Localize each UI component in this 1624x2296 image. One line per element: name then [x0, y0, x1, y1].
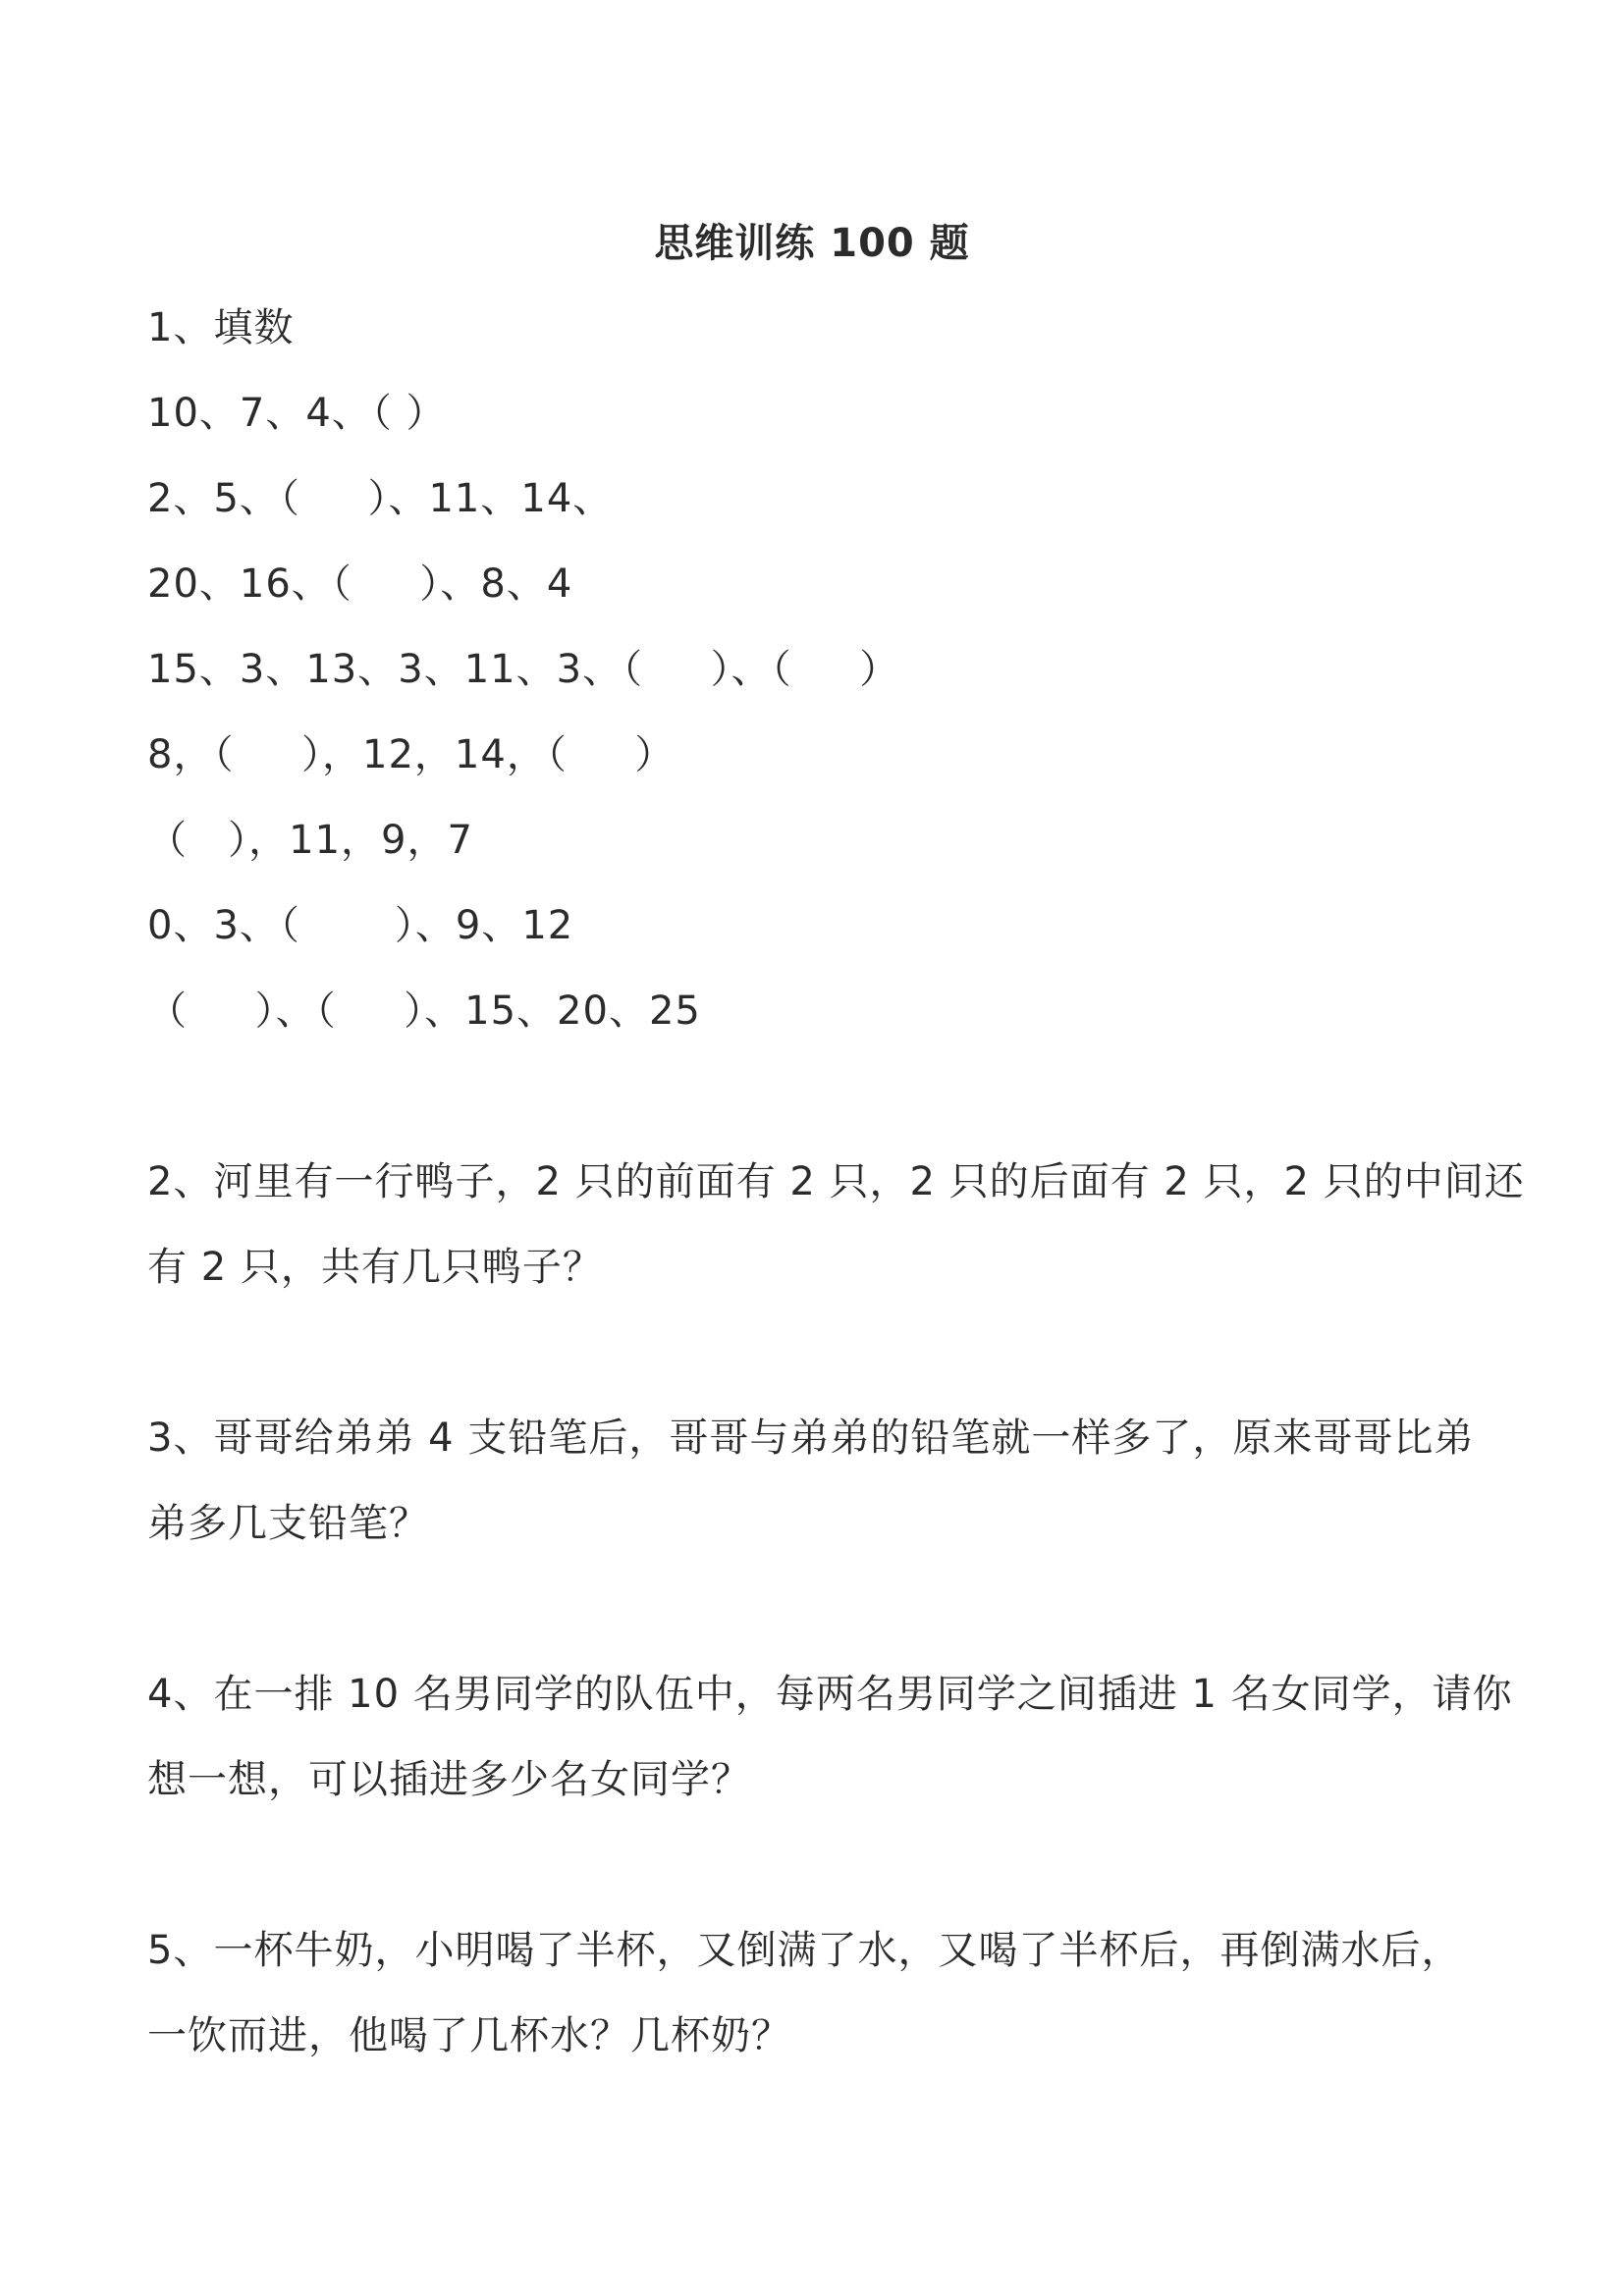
question-5-line-2: 一饮而进，他喝了几杯水？几杯奶？: [147, 2013, 791, 2058]
sequence-line-5: 8，（ ），12，14，（ ）: [147, 732, 676, 777]
sequence-line-7: 0、3、（ ）、9、12: [147, 903, 574, 948]
sequence-line-3: 20、16、（ ）、8、4: [147, 561, 573, 607]
question-5-line-1: 5、一杯牛奶，小明喝了半杯，又倒满了水，又喝了半杯后，再倒满水后，: [147, 1928, 1462, 1973]
sequence-line-2: 2、5、（ ）、11、14、: [147, 476, 614, 521]
question-3-line-1: 3、哥哥给弟弟 4 支铅笔后，哥哥与弟弟的铅笔就一样多了，原来哥哥比弟: [147, 1415, 1475, 1461]
question-3-line-2: 弟多几支铅笔？: [147, 1501, 429, 1546]
sequence-line-8: （ ）、（ ）、15、20、25: [147, 988, 701, 1034]
question-2-line-1: 2、河里有一行鸭子，2 只的前面有 2 只，2 只的后面有 2 只，2 只的中间还: [147, 1159, 1525, 1204]
page-title: 思维训练 100 题: [654, 221, 970, 266]
sequence-line-1: 10、7、4、（ ）: [147, 391, 447, 436]
question-4-line-1: 4、在一排 10 名男同学的队伍中，每两名男同学之间插进 1 名女同学，请你: [147, 1672, 1513, 1717]
question-4-line-2: 想一想，可以插进多少名女同学？: [147, 1757, 751, 1802]
question-1-heading: 1、填数: [147, 305, 295, 350]
sequence-line-4: 15、3、13、3、11、3、（ ）、（ ）: [147, 647, 900, 692]
sequence-line-6: （ ），11，9，7: [147, 818, 473, 863]
question-2-line-2: 有 2 只，共有几只鸭子？: [147, 1245, 603, 1290]
